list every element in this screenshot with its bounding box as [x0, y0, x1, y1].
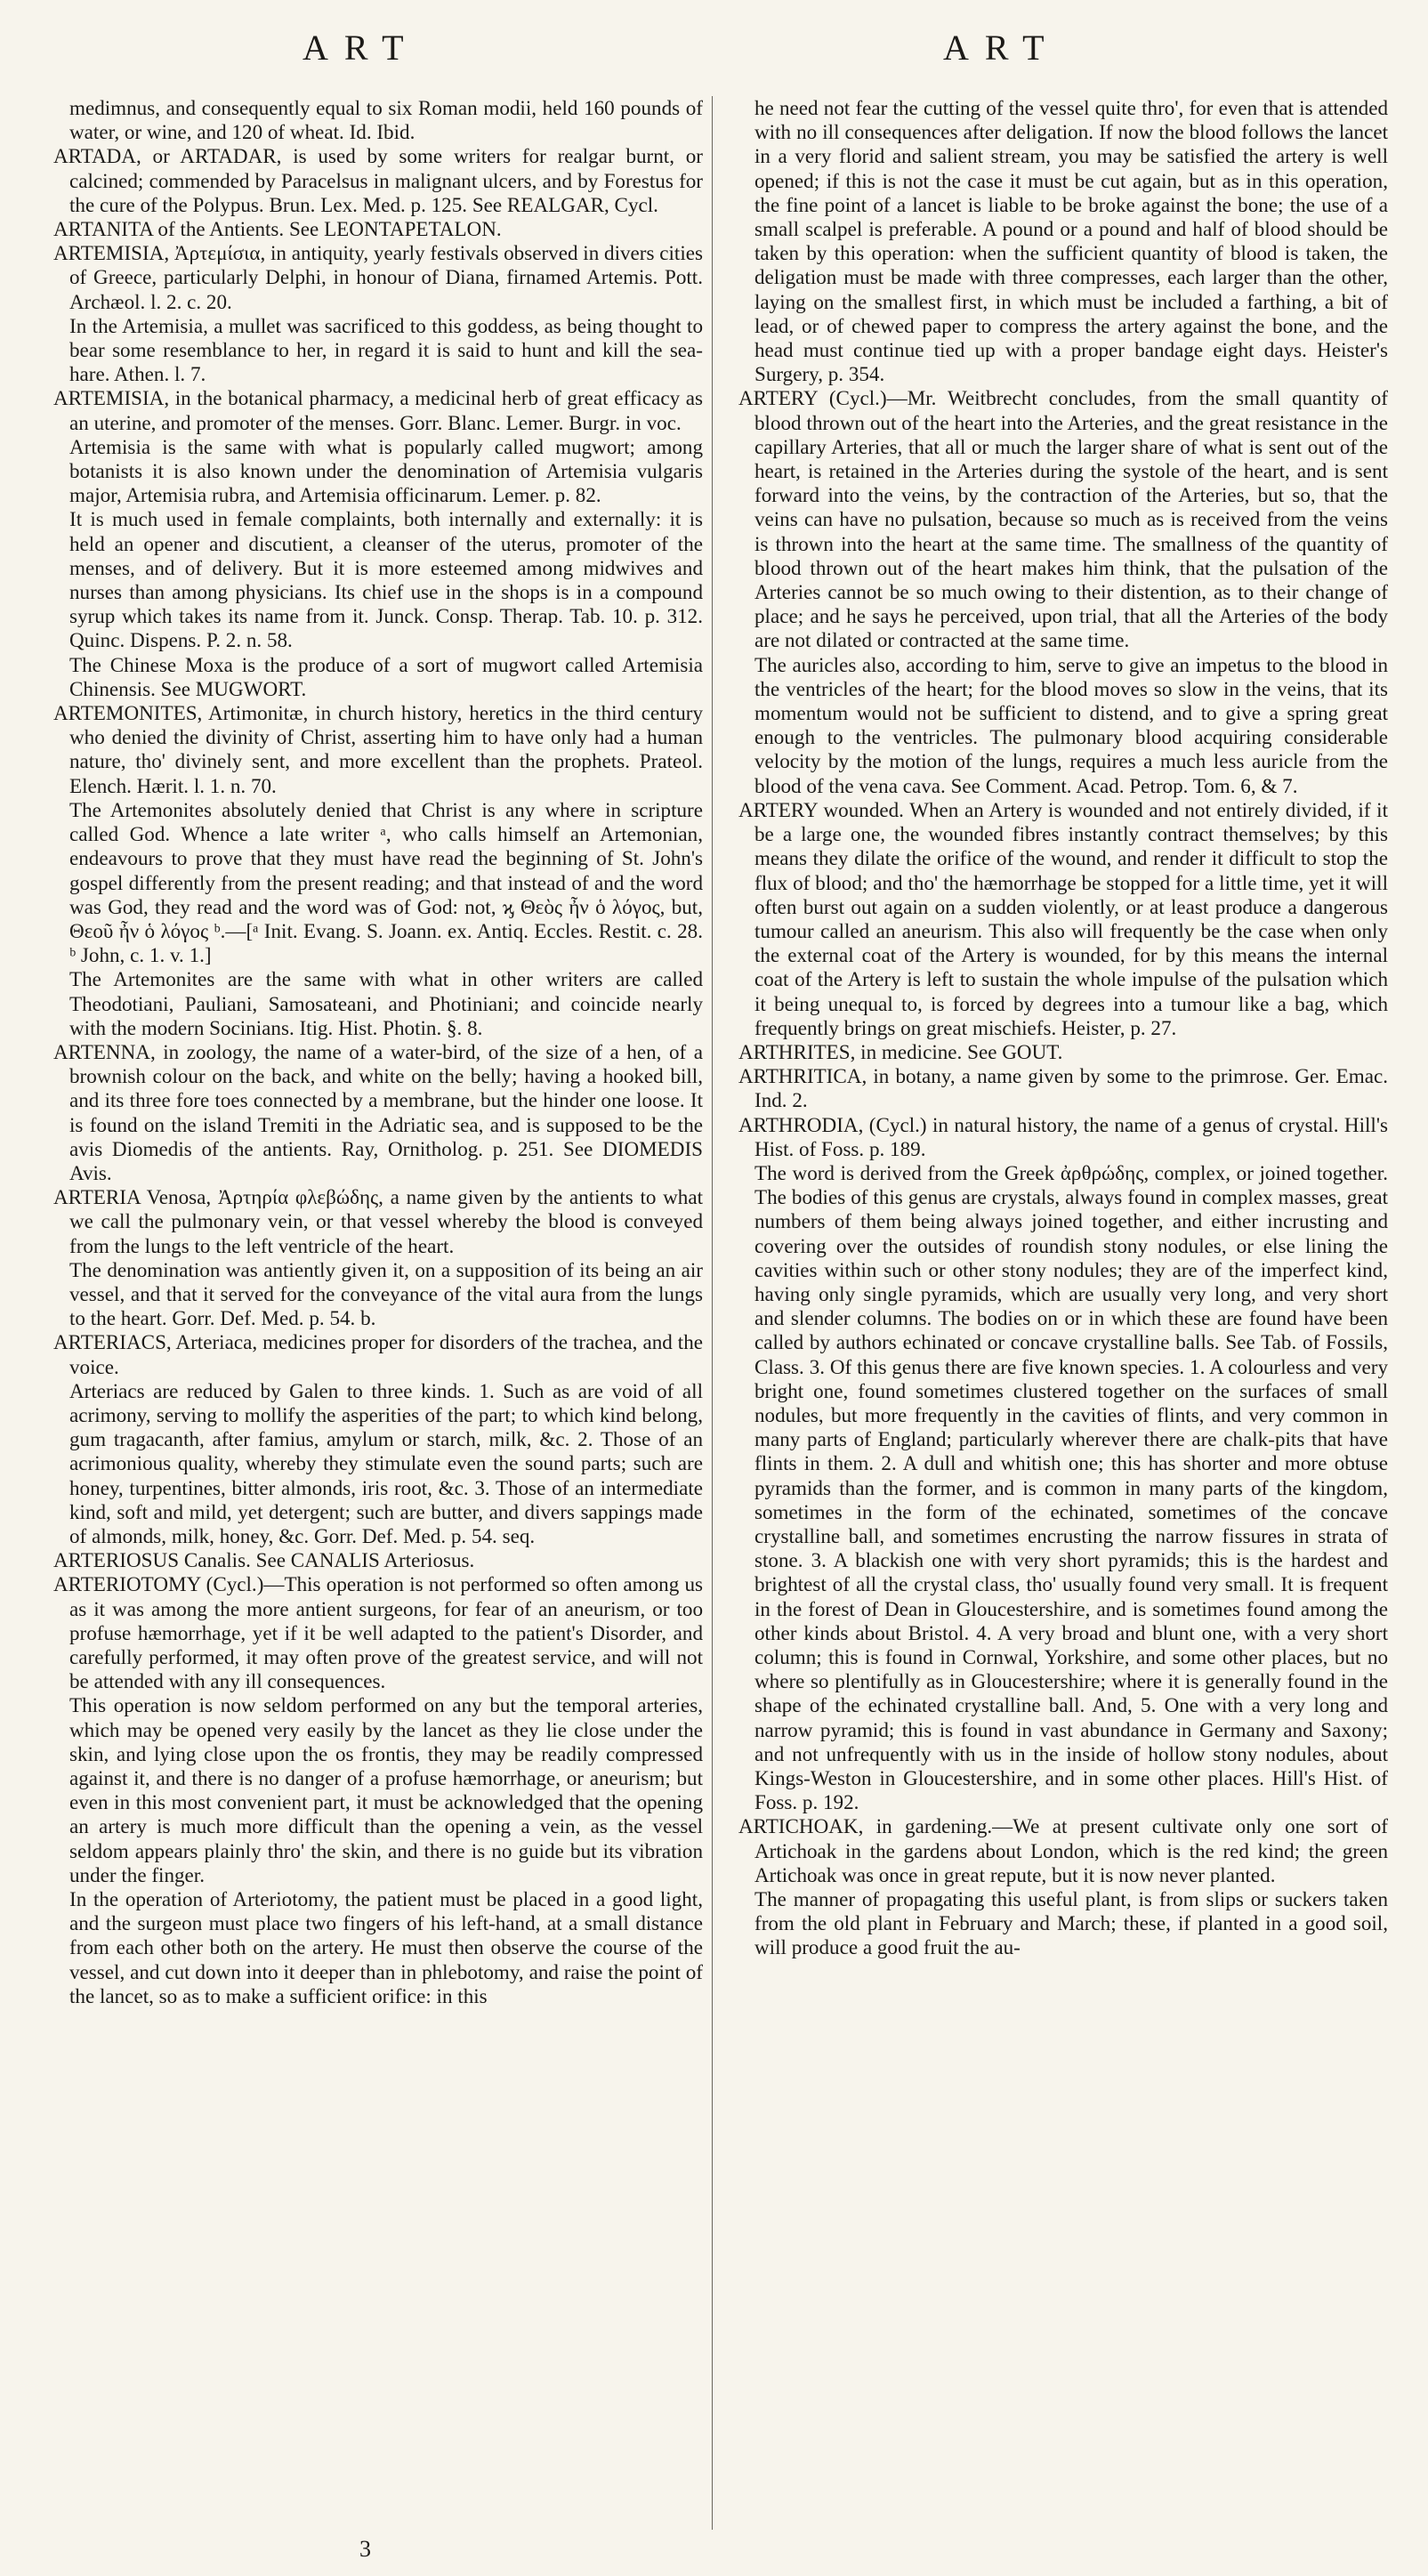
right-column [738, 96, 1388, 1960]
dictionary-entry: ARTERIOTOMY (Cycl.)—This operation is not performed so often among us as it was among the more antient surgeons, for fear of an aneurism, or too profuse hæmorrhage, yet if it be well adapted to the patient's Disorder, and carefully performed, it may often prove of the greatest service, and will not be attended with any ill consequences. [53, 1572, 703, 1693]
entry-paragraph: In the operation of Arteriotomy, the patient must be placed in a good light, and the surgeon must place two fingers of his left-hand, at a small distance from each other both on the artery. He must then observe the course of the vessel, and cut down into it deeper than in phlebotomy, and raise the point of the lancet, so as to make a sufficient orifice: in this [69, 1887, 703, 2007]
entry-paragraph: Artemisia is the same with what is popularly called mugwort; among botanists it is also known under the denomination of Artemisia vulgaris major, Artemisia rubra, and Artemisia officinarum. Lemer. p. 82. [69, 434, 703, 507]
running-head-right: ART [943, 28, 1061, 68]
dictionary-entry: ARTEMISIA, in the botanical pharmacy, a medicinal herb of great efficacy as an uterine, and promoter of the menses. Gorr. Blanc. Lemer. Burgr. in voc. [53, 386, 703, 434]
entry-paragraph: The manner of propagating this useful plant, is from slips or suckers taken from the old plant in February and March; these, if planted in a good soil, will produce a good fruit the au- [754, 1887, 1388, 1959]
entry-paragraph: The word is derived from the Greek ἀρθρώδης, complex, or joined together. The bodies of this genus are crystals, always found in complex masses, great numbers of them being always joined together, and either incrusting and covering over the outsides of roundish stony nodules, or else lining the cavities within such or other stony nodules; they are of the imperfect kind, having only single pyramids, which are usually very long, and very short and slender columns. The bodies on or in which these are found have been called by authors echinated or concave crystalline balls. See Tab. of Fossils, Class. 3. Of this genus there are five known species. 1. A colourless and very bright one, found sometimes clustered together on the surfaces of small nodules, but more frequently in the cavities of flints, and very common in many parts of England; particularly wherever there are chalk-pits that have flints in them. 2. A dull and whitish one; this has shorter and more obtuse pyramids than the former, and is common in many parts of the kingdom, sometimes in the form of the echinated, sometimes of the concave crystalline ball, and sometimes encrusting the narrow fissures in strata of stone. 3. A blackish one with very short pyramids; this is the hardest and brightest of all the crystal class, tho' usually found very small. It is frequent in the forest of Dean in Gloucestershire, and is sometimes found among the other kinds about Bristol. 4. A very broad and blunt one, with a very short column; this is found in Cornwal, Yorkshire, and some other places, but no where so plentifully as in Gloucestershire; where it is generally found in the shape of the echinated crystalline ball. And, 5. One with a very long and narrow pyramid; this is found in vast abundance in Germany and Saxony; and not unfrequently with us in the inside of hollow stony nodules, about Kings-Weston in Gloucestershire, and in some other places. Hill's Hist. of Foss. p. 192. [754, 1160, 1388, 1814]
dictionary-entry: ARTERY (Cycl.)—Mr. Weitbrecht concludes, from the small quantity of blood thrown out of the heart into the Arteries, and the great resistance in the capillary Arteries, that all or much the larger share of what is sent out of the heart, is retained in the Arteries during the systole of the heart, and is sent forward into the veins, by the contraction of the Arteries, but so, that the veins can have no pulsation, because so much as is received from the veins is thrown into the heart at the same time. The smallness of the quantity of blood thrown out of the heart makes him think, that the pulsation of the Arteries cannot be so much owing to their distention, as to their change of place; and he says he perceived, upon trial, that all the Arteries of the body are not dilated or contracted at the same time. [738, 386, 1388, 652]
dictionary-entry: ARTEMONITES, Artimonitæ, in church history, heretics in the third century who denied the divinity of Christ, asserting him to have only had a human nature, tho' divinely sent, and more excellent than the prophets. Prateol. Elench. Hærit. l. 1. n. 70. [53, 701, 703, 797]
dictionary-entry: ARTANITA of the Antients. See LEONTAPETALON. [53, 217, 502, 241]
left-column [53, 96, 703, 2008]
running-head-left: ART [303, 28, 420, 68]
entry-paragraph: The denomination was antiently given it, on a supposition of its being an air vessel, and that it served for the conveyance of the vital aura from the lungs to the heart. Gorr. Def. Med. p. 54. b. [69, 1257, 703, 1330]
dictionary-entry: ARTHRODIA, (Cycl.) in natural history, the name of a genus of crystal. Hill's Hist. of Foss. p. 189. [738, 1112, 1388, 1160]
dictionary-entry: ARTADA, or ARTADAR, is used by some writers for realgar burnt, or calcined; commended by Paracelsus in malignant ulcers, and by Forestus for the cure of the Polypus. Brun. Lex. Med. p. 125. See REALGAR, Cycl. [53, 144, 703, 216]
continued-text: medimnus, and consequently equal to six Roman modii, held 160 pounds of water, or wine, and 120 of wheat. Id. Ibid. [69, 96, 703, 144]
dictionary-entry: ARTICHOAK, in gardening.—We at present cultivate only one sort of Artichoak in the gardens about London, which is the red kind; the green Artichoak was once in great repute, but it is now never planted. [738, 1814, 1388, 1886]
dictionary-entry: ARTERIOSUS Canalis. See CANALIS Arteriosus. [53, 1548, 475, 1572]
entry-paragraph: This operation is now seldom performed on any but the temporal arteries, which may be opened very easily by the lancet as they lie close under the skin, and lying close upon the os frontis, they may be readily compressed against it, and there is no danger of a profuse hæmorrhage, or aneurism; but even in this most convenient part, it must be acknowledged that the opening an artery is much more difficult than the opening a vein, as the vessel seldom appears plainly thro' the skin, and there is no guide but its vibration under the finger. [69, 1693, 703, 1886]
dictionary-entry: ARTERIA Venosa, Ἀρτηρία φλεβώδης, a name given by the antients to what we call the pulmonary vein, or that vessel whereby the blood is conveyed from the lungs to the left ventricle of the heart. [53, 1185, 703, 1257]
entry-paragraph: The auricles also, according to him, serve to give an impetus to the blood in the ventricles of the heart; for the blood moves so slow in the veins, that its momentum would not be sufficient to distend, and to give a spring great enough to the ventricles. The pulmonary blood acquiring considerable velocity by the motion of the lungs, requires a much less auricle from the blood of the vena cava. See Comment. Acad. Petrop. Tom. 6, & 7. [754, 652, 1388, 797]
entry-paragraph: The Artemonites absolutely denied that Christ is any where in scripture called God. Whence a late writer ᵃ, who calls himself an Artemonian, endeavours to prove that they must have read the beginning of St. John's gospel differently from the present reading; and that instead of and the word was God, they read and the word was of God: not, ϗ Θεὸς ἦν ὁ λόγος, but, Θεοῦ ἦν ὁ λόγος ᵇ.—[ᵃ Init. Evang. S. Joann. ex. Antiq. Eccles. Restit. c. 28. ᵇ John, c. 1. v. 1.] [69, 797, 703, 967]
entry-paragraph: In the Artemisia, a mullet was sacrificed to this goddess, as being thought to bear some resemblance to her, in regard it is said to hunt and kill the sea-hare. Athen. l. 7. [69, 313, 703, 386]
dictionary-entry: ARTEMISIA, Ἀρτεμίσια, in antiquity, yearly festivals observed in divers cities of Greece, particularly Delphi, in honour of Diana, firnamed Artemis. Pott. Archæol. l. 2. c. 20. [53, 241, 703, 313]
column-rule [712, 96, 713, 2530]
entry-paragraph: Arteriacs are reduced by Galen to three kinds. 1. Such as are void of all acrimony, serving to mollify the asperities of the part; to which kind belong, gum tragacanth, after famius, amylum or starch, milk, &c. 2. Those of an acrimonious quality, whereby they stimulate even the sound parts; such are honey, turpentines, bitter almonds, iris root, &c. 3. Those of an intermediate kind, soft and mild, yet detergent; such are butter, and divers sappings made of almonds, milk, honey, &c. Gorr. Def. Med. p. 54. seq. [69, 1378, 703, 1547]
dictionary-entry: ARTHRITICA, in botany, a name given by some to the primrose. Ger. Emac. Ind. 2. [738, 1064, 1388, 1112]
dictionary-entry: ARTERIACS, Arteriaca, medicines proper for disorders of the trachea, and the voice. [53, 1330, 703, 1378]
entry-paragraph: The Artemonites are the same with what in other writers are called Theodotiani, Pauliani, Samosateani, and Photiniani; and coincide nearly with the modern Socinians. Itig. Hist. Photin. §. 8. [69, 967, 703, 1039]
entry-paragraph: It is much used in female complaints, both internally and externally: it is held an opener and discutient, a cleanser of the uterus, promoter of the menses, and of delivery. But it is more esteemed among midwives and nurses than among physicians. Its chief use in the shops is in a compound syrup which takes its name from it. Junck. Consp. Therap. Tab. 10. p. 312. Quinc. Dispens. P. 2. n. 58. [69, 507, 703, 652]
entry-paragraph: The Chinese Moxa is the produce of a sort of mugwort called Artemisia Chinensis. See MUGWORT. [69, 652, 703, 700]
dictionary-entry: ARTHRITES, in medicine. See GOUT. [738, 1039, 1063, 1063]
dictionary-entry: ARTENNA, in zoology, the name of a water-bird, of the size of a hen, of a brownish colour on the back, and white on the belly; having a hooked bill, and its three fore toes connected by a membrane, but the hinder one loose. It is found on the island Tremiti in the Adriatic sea, and is supposed to be the avis Diomedis of the antients. Ray, Ornitholog. p. 251. See DIOMEDIS Avis. [53, 1039, 703, 1184]
page-number: 3 [359, 2536, 371, 2562]
dictionary-entry: ARTERY wounded. When an Artery is wounded and not entirely divided, if it be a large one, the wounded fibres instantly contract themselves; by this means they dilate the orifice of the wound, and render it difficult to stop the flux of blood; and tho' the hæmorrhage be stopped for a little time, yet it will often burst out again on a sudden violently, or at least produce a dangerous tumour called an aneurism. This also will frequently be the case when only the external coat of the Artery is wounded, for by this means the internal coat of the Artery is left to sustain the whole impulse of the pulsation which it being unequal to, is forced by degrees into a tumour like a bag, which frequently brings on great mischiefs. Heister, p. 27. [738, 797, 1388, 1039]
continued-text: he need not fear the cutting of the vessel quite thro', for even that is attended with no ill consequences after deligation. If now the blood follows the lancet in a very florid and salient stream, you may be satisfied the artery is well opened; if this is not the case it must be cut again, but as in this operation, the fine point of a lancet is liable to be broke against the bone; the use of a small scalpel is preferable. A pound or a pound and half of blood should be taken by this operation: when the sufficient quantity of blood is taken, the deligation must be made with three compresses, each larger than the other, laying on the smallest first, in which must be included a farthing, a bit of lead, or of chewed paper to compress the artery against the bone, and the head must continue tied up with a proper bandage eight days. Heister's Surgery, p. 354. [754, 96, 1388, 386]
